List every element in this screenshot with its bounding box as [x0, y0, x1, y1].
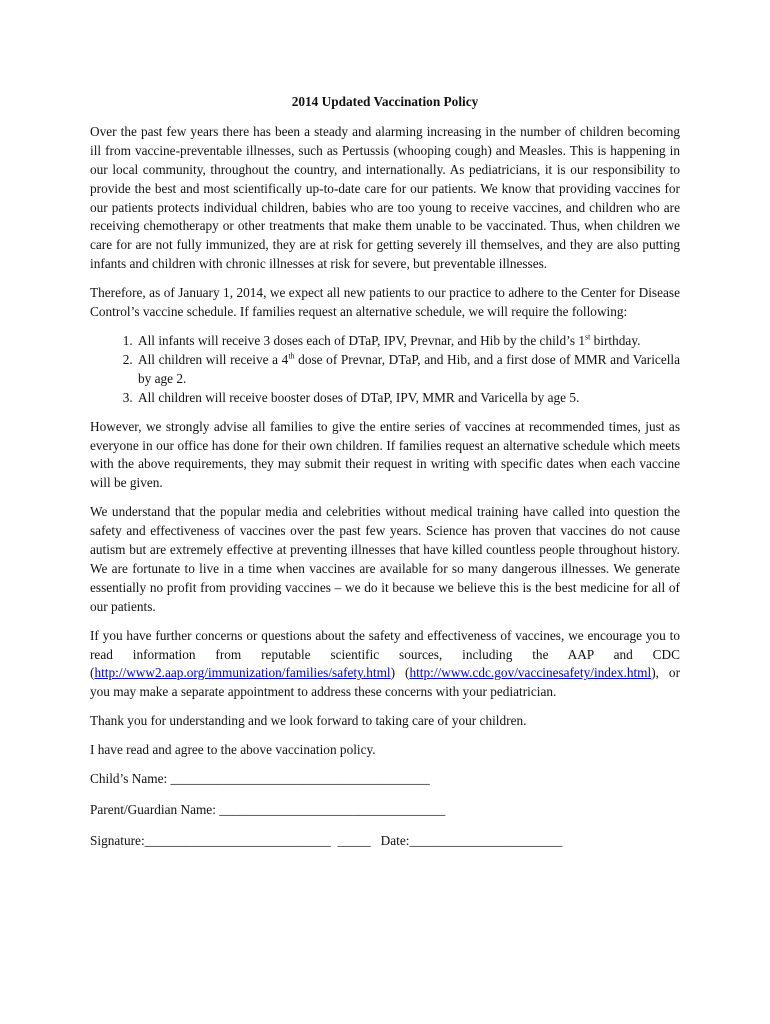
- safety-paragraph: We understand that the popular media and celebrities without medical training have called into question the safety and effectiveness of vaccines over the past few years. Science has proven that vaccines do not cause autism but are extremely effective at preventing illnesses that have killed countless people throughout history. We are fortunate to live in a time when vaccines are available for so many dangerous illnesses. We generate essentially no profit from providing vaccines – we do it because we believe this is the best medicine for all of our patients.: [90, 504, 680, 614]
- requirement-item-2: 2. All children will receive a 4th dose of Prevnar, DTaP, and Hib, and a first dose of MMR and Varicella by age 2.: [136, 351, 680, 389]
- advice-paragraph: However, we strongly advise all families to give the entire series of vaccines at recommended times, just as everyone in our office has done for their own children. If families request an alternative schedule which meets with the above requirements, they may submit their request in writing with specific dates when each vaccine will be given.: [90, 418, 680, 491]
- aap-link[interactable]: http://www2.aap.org/immunization/families/safety.html: [94, 665, 391, 681]
- resources-paragraph: If you have further concerns or questions about the safety and effectiveness of vaccines, we encourage you to read information from reputable scientific sources, including the AAP and CDC (http://www2.aap.org/immunization/families/safety.html) (http://www.cdc.gov/vaccinesafety/index.html), or you may make a separate appointment to address these concerns with your pediatrician.: [90, 627, 680, 700]
- child-name-field[interactable]: Child’s Name: _______________________________________: [90, 771, 430, 787]
- policy-paragraph: Therefore, as of January 1, 2014, we expect all new patients to our practice to adhere to the Center for Disease Control’s vaccine schedule. If families request an alternative schedule, we will require the following:: [90, 285, 680, 320]
- agreement-statement: I have read and agree to the above vaccination policy.: [90, 742, 376, 758]
- requirement-item-1: 1. All infants will receive 3 doses each of DTaP, IPV, Prevnar, and Hib by the child’s 1st birthday.: [136, 332, 680, 351]
- document-title: 2014 Updated Vaccination Policy: [291, 94, 479, 109]
- signature-date-field[interactable]: Signature:____________________________ _____ Date:_______________________: [90, 832, 563, 848]
- parent-name-field[interactable]: Parent/Guardian Name: __________________________________: [90, 802, 446, 817]
- thanks-paragraph: Thank you for understanding and we look forward to taking care of your children.: [90, 713, 527, 729]
- requirements-list: [90, 332, 680, 408]
- cdc-link[interactable]: http://www.cdc.gov/vaccinesafety/index.html: [409, 665, 652, 681]
- policy-document: [90, 93, 680, 863]
- requirement-item-3: 3. All children will receive booster doses of DTaP, IPV, MMR and Varicella by age 5.: [136, 389, 680, 408]
- intro-paragraph: Over the past few years there has been a steady and alarming increasing in the number of children becoming ill from vaccine-preventable illnesses, such as Pertussis (whooping cough) and Measles. This is happening in our local community, throughout the country, and internationally. As pediatricians, it is our responsibility to provide the best and most scientifically up-to-date care for our patients. We know that providing vaccines for our patients protects individual children, babies who are too young to receive vaccines, and children who are receiving chemotherapy or other treatments that make them unable to be vaccinated. Thus, when children we care for are not fully immunized, they are at risk for getting severely ill themselves, and they are also putting infants and children with chronic illnesses at risk for severe, but preventable illnesses.: [90, 123, 680, 272]
